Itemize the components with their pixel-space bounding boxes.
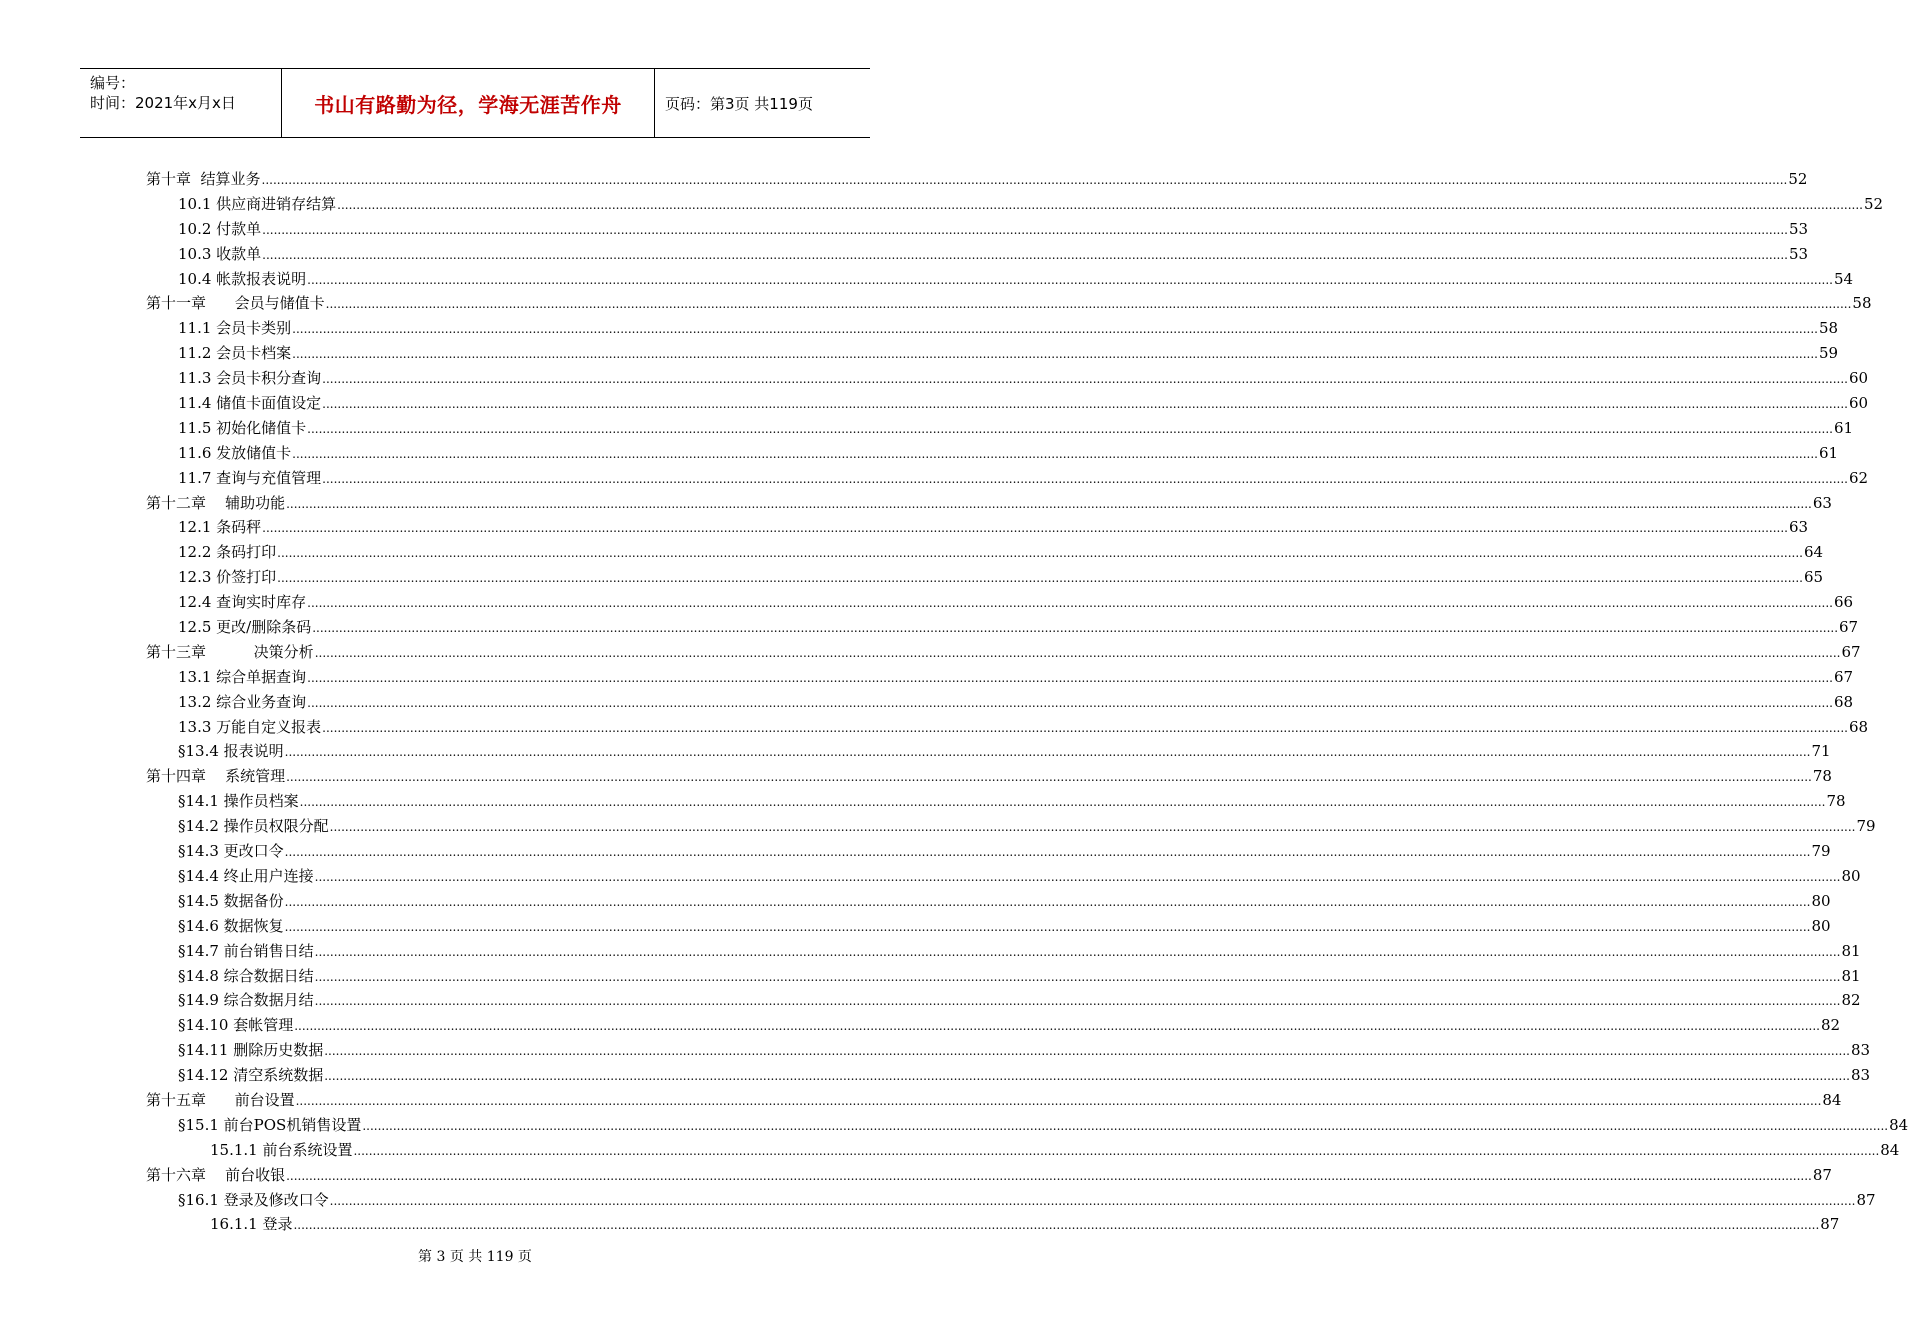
toc-entry-title: 13.1 综合单据查询 xyxy=(178,667,307,686)
toc-entry-title: 12.2 条码打印 xyxy=(178,543,277,562)
toc-entry[interactable] xyxy=(146,342,1839,367)
toc-entry-title: §14.8 综合数据日结 xyxy=(178,966,314,985)
toc-entry-title: 13.2 综合业务查询 xyxy=(178,692,307,711)
toc-entry-title: §14.10 套帐管理 xyxy=(178,1016,294,1035)
toc-dot-leader: ................................................................................................................................................................................................................................................................................................................................................................................................................ xyxy=(261,173,1788,187)
document-date: 时间：2021年x月x日 xyxy=(90,94,236,112)
toc-entry-title: 11.3 会员卡积分查询 xyxy=(178,369,322,388)
toc-dot-leader: ................................................................................................................................................................................................................................................................................................................................................................................................................ xyxy=(314,645,1841,660)
toc-entry-page-number: 87 xyxy=(1820,1215,1840,1234)
toc-entry-page-number: 65 xyxy=(1803,568,1824,587)
toc-entry[interactable] xyxy=(146,1189,1876,1214)
toc-dot-leader: ................................................................................................................................................................................................................................................................................................................................................................................................................ xyxy=(293,1218,1820,1233)
toc-entry-page-number: 53 xyxy=(1788,219,1809,238)
document-number-label: 编号： xyxy=(90,74,136,92)
toc-entry-page-number: 82 xyxy=(1841,991,1861,1010)
toc-dot-leader: ................................................................................................................................................................................................................................................................................................................................................................................................................ xyxy=(286,1168,1812,1183)
toc-entry[interactable] xyxy=(146,591,1854,616)
toc-entry-page-number: 81 xyxy=(1841,941,1861,960)
toc-entry-page-number: 63 xyxy=(1812,493,1832,512)
toc-entry-page-number: 62 xyxy=(1848,468,1869,487)
toc-entry[interactable] xyxy=(146,915,1831,940)
header-meta xyxy=(80,69,282,137)
toc-dot-leader: ................................................................................................................................................................................................................................................................................................................................................................................................................ xyxy=(329,820,1856,835)
toc-entry-title: 11.4 储值卡面值设定 xyxy=(178,394,322,413)
toc-entry-title: 第十五章 前台设置 xyxy=(146,1090,295,1109)
toc-entry[interactable] xyxy=(146,1114,1908,1139)
toc-entry-page-number: 67 xyxy=(1839,618,1859,637)
toc-entry[interactable] xyxy=(146,1139,1900,1164)
toc-dot-leader: ................................................................................................................................................................................................................................................................................................................................................................................................................ xyxy=(284,845,1811,860)
toc-entry[interactable] xyxy=(146,1213,1840,1238)
toc-entry[interactable] xyxy=(146,790,1846,815)
toc-dot-leader: ................................................................................................................................................................................................................................................................................................................................................................................................................ xyxy=(322,397,1848,412)
toc-entry-page-number: 78 xyxy=(1812,767,1832,786)
toc-entry-title: 第十四章 系统管理 xyxy=(146,767,286,786)
toc-dot-leader: ................................................................................................................................................................................................................................................................................................................................................................................................................ xyxy=(337,197,1863,212)
toc-entry[interactable] xyxy=(146,193,1884,218)
header-page-info: 页码：第3页 共119页 xyxy=(665,94,813,113)
toc-entry-title: §14.3 更改口令 xyxy=(178,842,284,861)
toc-entry-page-number: 58 xyxy=(1818,319,1839,338)
toc-entry-title: 11.7 查询与充值管理 xyxy=(178,468,322,487)
toc-entry[interactable] xyxy=(146,1014,1841,1039)
toc-entry-title: §14.11 删除历史数据 xyxy=(178,1041,324,1060)
toc-entry-title: §15.1 前台POS机销售设置 xyxy=(178,1115,362,1134)
toc-entry-page-number: 68 xyxy=(1848,717,1869,736)
toc-entry-page-number: 61 xyxy=(1818,443,1839,462)
table-of-contents xyxy=(146,168,1908,1238)
toc-entry-title: 11.1 会员卡类别 xyxy=(178,319,292,338)
toc-dot-leader: ................................................................................................................................................................................................................................................................................................................................................................................................................ xyxy=(292,322,1818,337)
toc-dot-leader: ................................................................................................................................................................................................................................................................................................................................................................................................................ xyxy=(362,1118,1889,1133)
toc-entry-title: 10.3 收款单 xyxy=(178,244,262,263)
toc-entry[interactable] xyxy=(146,392,1869,417)
toc-entry[interactable] xyxy=(146,616,1859,641)
toc-dot-leader: ................................................................................................................................................................................................................................................................................................................................................................................................................ xyxy=(329,1193,1856,1208)
toc-entry[interactable] xyxy=(146,243,1809,268)
toc-dot-leader: ................................................................................................................................................................................................................................................................................................................................................................................................................ xyxy=(295,1093,1822,1108)
toc-entry-title: §14.1 操作员档案 xyxy=(178,792,299,811)
toc-entry[interactable] xyxy=(146,417,1854,442)
toc-dot-leader: ................................................................................................................................................................................................................................................................................................................................................................................................................ xyxy=(307,670,1833,685)
toc-entry-title: 第十一章 会员与储值卡 xyxy=(146,294,325,313)
toc-entry-page-number: 84 xyxy=(1880,1140,1900,1159)
toc-entry[interactable] xyxy=(146,541,1824,566)
toc-dot-leader: ................................................................................................................................................................................................................................................................................................................................................................................................................ xyxy=(307,695,1833,710)
toc-entry[interactable] xyxy=(146,292,1872,317)
toc-entry-page-number: 60 xyxy=(1848,394,1869,413)
toc-dot-leader: ................................................................................................................................................................................................................................................................................................................................................................................................................ xyxy=(284,894,1811,909)
toc-entry-title: §14.4 终止用户连接 xyxy=(178,866,314,885)
toc-entry-page-number: 52 xyxy=(1863,194,1884,213)
page-header xyxy=(80,68,870,138)
toc-dot-leader: ................................................................................................................................................................................................................................................................................................................................................................................................................ xyxy=(262,222,1788,237)
toc-entry-page-number: 52 xyxy=(1788,170,1808,188)
toc-entry-title: 11.6 发放储值卡 xyxy=(178,443,292,462)
toc-dot-leader: ................................................................................................................................................................................................................................................................................................................................................................................................................ xyxy=(325,297,1852,312)
toc-entry-title: §13.4 报表说明 xyxy=(178,742,284,761)
toc-dot-leader: ................................................................................................................................................................................................................................................................................................................................................................................................................ xyxy=(262,521,1788,536)
toc-entry-title: 16.1.1 登录 xyxy=(210,1215,293,1234)
toc-dot-leader: ................................................................................................................................................................................................................................................................................................................................................................................................................ xyxy=(324,1069,1850,1084)
toc-entry[interactable] xyxy=(146,940,1861,965)
header-motto: 书山有路勤为径，学海无涯苦作舟 xyxy=(282,69,655,137)
toc-entry[interactable] xyxy=(146,965,1861,990)
toc-entry[interactable] xyxy=(146,865,1861,890)
toc-entry[interactable] xyxy=(146,740,1831,765)
toc-entry-title: §14.5 数据备份 xyxy=(178,891,284,910)
toc-entry-title: 10.4 帐款报表说明 xyxy=(178,269,307,288)
toc-entry-page-number: 67 xyxy=(1841,642,1861,661)
toc-entry-page-number: 87 xyxy=(1856,1190,1876,1209)
toc-dot-leader: ................................................................................................................................................................................................................................................................................................................................................................................................................ xyxy=(307,421,1833,436)
toc-entry-page-number: 80 xyxy=(1811,891,1831,910)
toc-entry-page-number: 63 xyxy=(1788,518,1809,537)
toc-dot-leader: ................................................................................................................................................................................................................................................................................................................................................................................................................ xyxy=(312,621,1839,636)
toc-entry[interactable] xyxy=(146,716,1869,741)
toc-entry[interactable] xyxy=(146,815,1876,840)
toc-entry-page-number: 81 xyxy=(1841,966,1861,985)
toc-entry[interactable] xyxy=(146,666,1854,691)
toc-dot-leader: ................................................................................................................................................................................................................................................................................................................................................................................................................ xyxy=(284,745,1811,760)
toc-entry[interactable] xyxy=(146,840,1831,865)
toc-entry[interactable] xyxy=(146,218,1809,243)
toc-dot-leader: ................................................................................................................................................................................................................................................................................................................................................................................................................ xyxy=(314,969,1841,984)
toc-entry-title: 12.3 价签打印 xyxy=(178,568,277,587)
toc-dot-leader: ................................................................................................................................................................................................................................................................................................................................................................................................................ xyxy=(262,247,1788,262)
toc-entry-page-number: 79 xyxy=(1856,817,1876,836)
toc-entry[interactable] xyxy=(146,492,1832,517)
toc-entry[interactable] xyxy=(146,989,1861,1014)
toc-dot-leader: ................................................................................................................................................................................................................................................................................................................................................................................................................ xyxy=(294,1019,1820,1034)
toc-entry[interactable] xyxy=(146,1089,1842,1114)
toc-entry-page-number: 80 xyxy=(1811,916,1831,935)
toc-dot-leader: ................................................................................................................................................................................................................................................................................................................................................................................................................ xyxy=(314,944,1841,959)
toc-entry-page-number: 84 xyxy=(1822,1090,1842,1109)
toc-entry-title: 12.4 查询实时库存 xyxy=(178,593,307,612)
toc-entry-page-number: 83 xyxy=(1851,1066,1871,1085)
toc-entry-title: 10.2 付款单 xyxy=(178,219,262,238)
toc-dot-leader: ................................................................................................................................................................................................................................................................................................................................................................................................................ xyxy=(292,446,1818,461)
toc-entry[interactable] xyxy=(146,367,1869,392)
toc-dot-leader: ................................................................................................................................................................................................................................................................................................................................................................................................................ xyxy=(299,795,1826,810)
toc-entry[interactable] xyxy=(146,1039,1871,1064)
toc-dot-leader: ................................................................................................................................................................................................................................................................................................................................................................................................................ xyxy=(284,919,1811,934)
toc-entry-page-number: 87 xyxy=(1812,1165,1832,1184)
toc-dot-leader: ................................................................................................................................................................................................................................................................................................................................................................................................................ xyxy=(322,471,1848,486)
toc-dot-leader: ................................................................................................................................................................................................................................................................................................................................................................................................................ xyxy=(314,869,1841,884)
toc-entry-title: 第十三章 决策分析 xyxy=(146,642,314,661)
toc-entry-page-number: 67 xyxy=(1833,667,1854,686)
toc-entry-page-number: 80 xyxy=(1841,866,1861,885)
toc-entry-page-number: 58 xyxy=(1852,294,1872,313)
toc-entry[interactable] xyxy=(146,1064,1871,1089)
toc-entry[interactable] xyxy=(146,1164,1832,1189)
toc-entry-page-number: 60 xyxy=(1848,369,1869,388)
page-footer: 第 3 页 共 119 页 xyxy=(418,1249,532,1265)
toc-dot-leader: ................................................................................................................................................................................................................................................................................................................................................................................................................ xyxy=(322,720,1848,735)
toc-entry-title: 第十二章 辅助功能 xyxy=(146,493,286,512)
toc-entry-title: 12.1 条码秤 xyxy=(178,518,262,537)
toc-entry-page-number: 79 xyxy=(1811,842,1831,861)
toc-entry-page-number: 68 xyxy=(1833,692,1854,711)
toc-dot-leader: ................................................................................................................................................................................................................................................................................................................................................................................................................ xyxy=(314,994,1841,1009)
toc-entry-title: 11.2 会员卡档案 xyxy=(178,344,292,363)
toc-entry-title: §16.1 登录及修改口令 xyxy=(178,1190,329,1209)
toc-entry-page-number: 82 xyxy=(1821,1016,1841,1035)
toc-entry-page-number: 64 xyxy=(1803,543,1824,562)
toc-dot-leader: ................................................................................................................................................................................................................................................................................................................................................................................................................ xyxy=(307,272,1833,287)
toc-dot-leader: ................................................................................................................................................................................................................................................................................................................................................................................................................ xyxy=(324,1044,1850,1059)
toc-dot-leader: ................................................................................................................................................................................................................................................................................................................................................................................................................ xyxy=(286,496,1812,511)
toc-dot-leader: ................................................................................................................................................................................................................................................................................................................................................................................................................ xyxy=(277,571,1803,586)
toc-entry-title: 第十章 结算业务 xyxy=(146,170,261,188)
toc-entry-title: 12.5 更改/删除条码 xyxy=(178,618,312,637)
toc-entry-title: §14.2 操作员权限分配 xyxy=(178,817,329,836)
toc-entry[interactable] xyxy=(146,641,1861,666)
toc-entry[interactable] xyxy=(146,890,1831,915)
toc-entry-page-number: 61 xyxy=(1833,418,1854,437)
toc-dot-leader: ................................................................................................................................................................................................................................................................................................................................................................................................................ xyxy=(307,596,1833,611)
toc-entry[interactable] xyxy=(146,765,1832,790)
toc-entry[interactable] xyxy=(146,168,1808,193)
toc-entry-page-number: 84 xyxy=(1889,1115,1908,1134)
toc-dot-leader: ................................................................................................................................................................................................................................................................................................................................................................................................................ xyxy=(286,770,1812,785)
toc-entry-title: 11.5 初始化储值卡 xyxy=(178,418,307,437)
toc-dot-leader: ................................................................................................................................................................................................................................................................................................................................................................................................................ xyxy=(322,372,1848,387)
toc-entry-page-number: 66 xyxy=(1833,593,1854,612)
toc-entry-title: §14.6 数据恢复 xyxy=(178,916,284,935)
toc-entry-title: §14.7 前台销售日结 xyxy=(178,941,314,960)
toc-entry-page-number: 53 xyxy=(1788,244,1809,263)
toc-entry[interactable] xyxy=(146,516,1809,541)
toc-entry[interactable] xyxy=(146,317,1839,342)
toc-entry[interactable] xyxy=(146,467,1869,492)
toc-entry-title: 10.1 供应商进销存结算 xyxy=(178,194,337,213)
toc-entry-title: 13.3 万能自定义报表 xyxy=(178,717,322,736)
toc-dot-leader: ................................................................................................................................................................................................................................................................................................................................................................................................................ xyxy=(277,546,1803,561)
toc-entry-page-number: 71 xyxy=(1811,742,1831,761)
toc-dot-leader: ................................................................................................................................................................................................................................................................................................................................................................................................................ xyxy=(353,1143,1880,1158)
toc-entry-title: §14.12 清空系统数据 xyxy=(178,1066,324,1085)
toc-entry-page-number: 59 xyxy=(1818,344,1839,363)
toc-entry[interactable] xyxy=(146,691,1854,716)
toc-entry-title: 15.1.1 前台系统设置 xyxy=(210,1140,353,1159)
toc-entry[interactable] xyxy=(146,566,1824,591)
toc-entry[interactable] xyxy=(146,268,1854,293)
toc-entry-page-number: 83 xyxy=(1851,1041,1871,1060)
toc-dot-leader: ................................................................................................................................................................................................................................................................................................................................................................................................................ xyxy=(292,347,1818,362)
toc-entry[interactable] xyxy=(146,442,1839,467)
toc-entry-page-number: 78 xyxy=(1826,792,1846,811)
toc-entry-title: §14.9 综合数据月结 xyxy=(178,991,314,1010)
toc-entry-title: 第十六章 前台收银 xyxy=(146,1165,286,1184)
toc-entry-page-number: 54 xyxy=(1833,269,1854,288)
